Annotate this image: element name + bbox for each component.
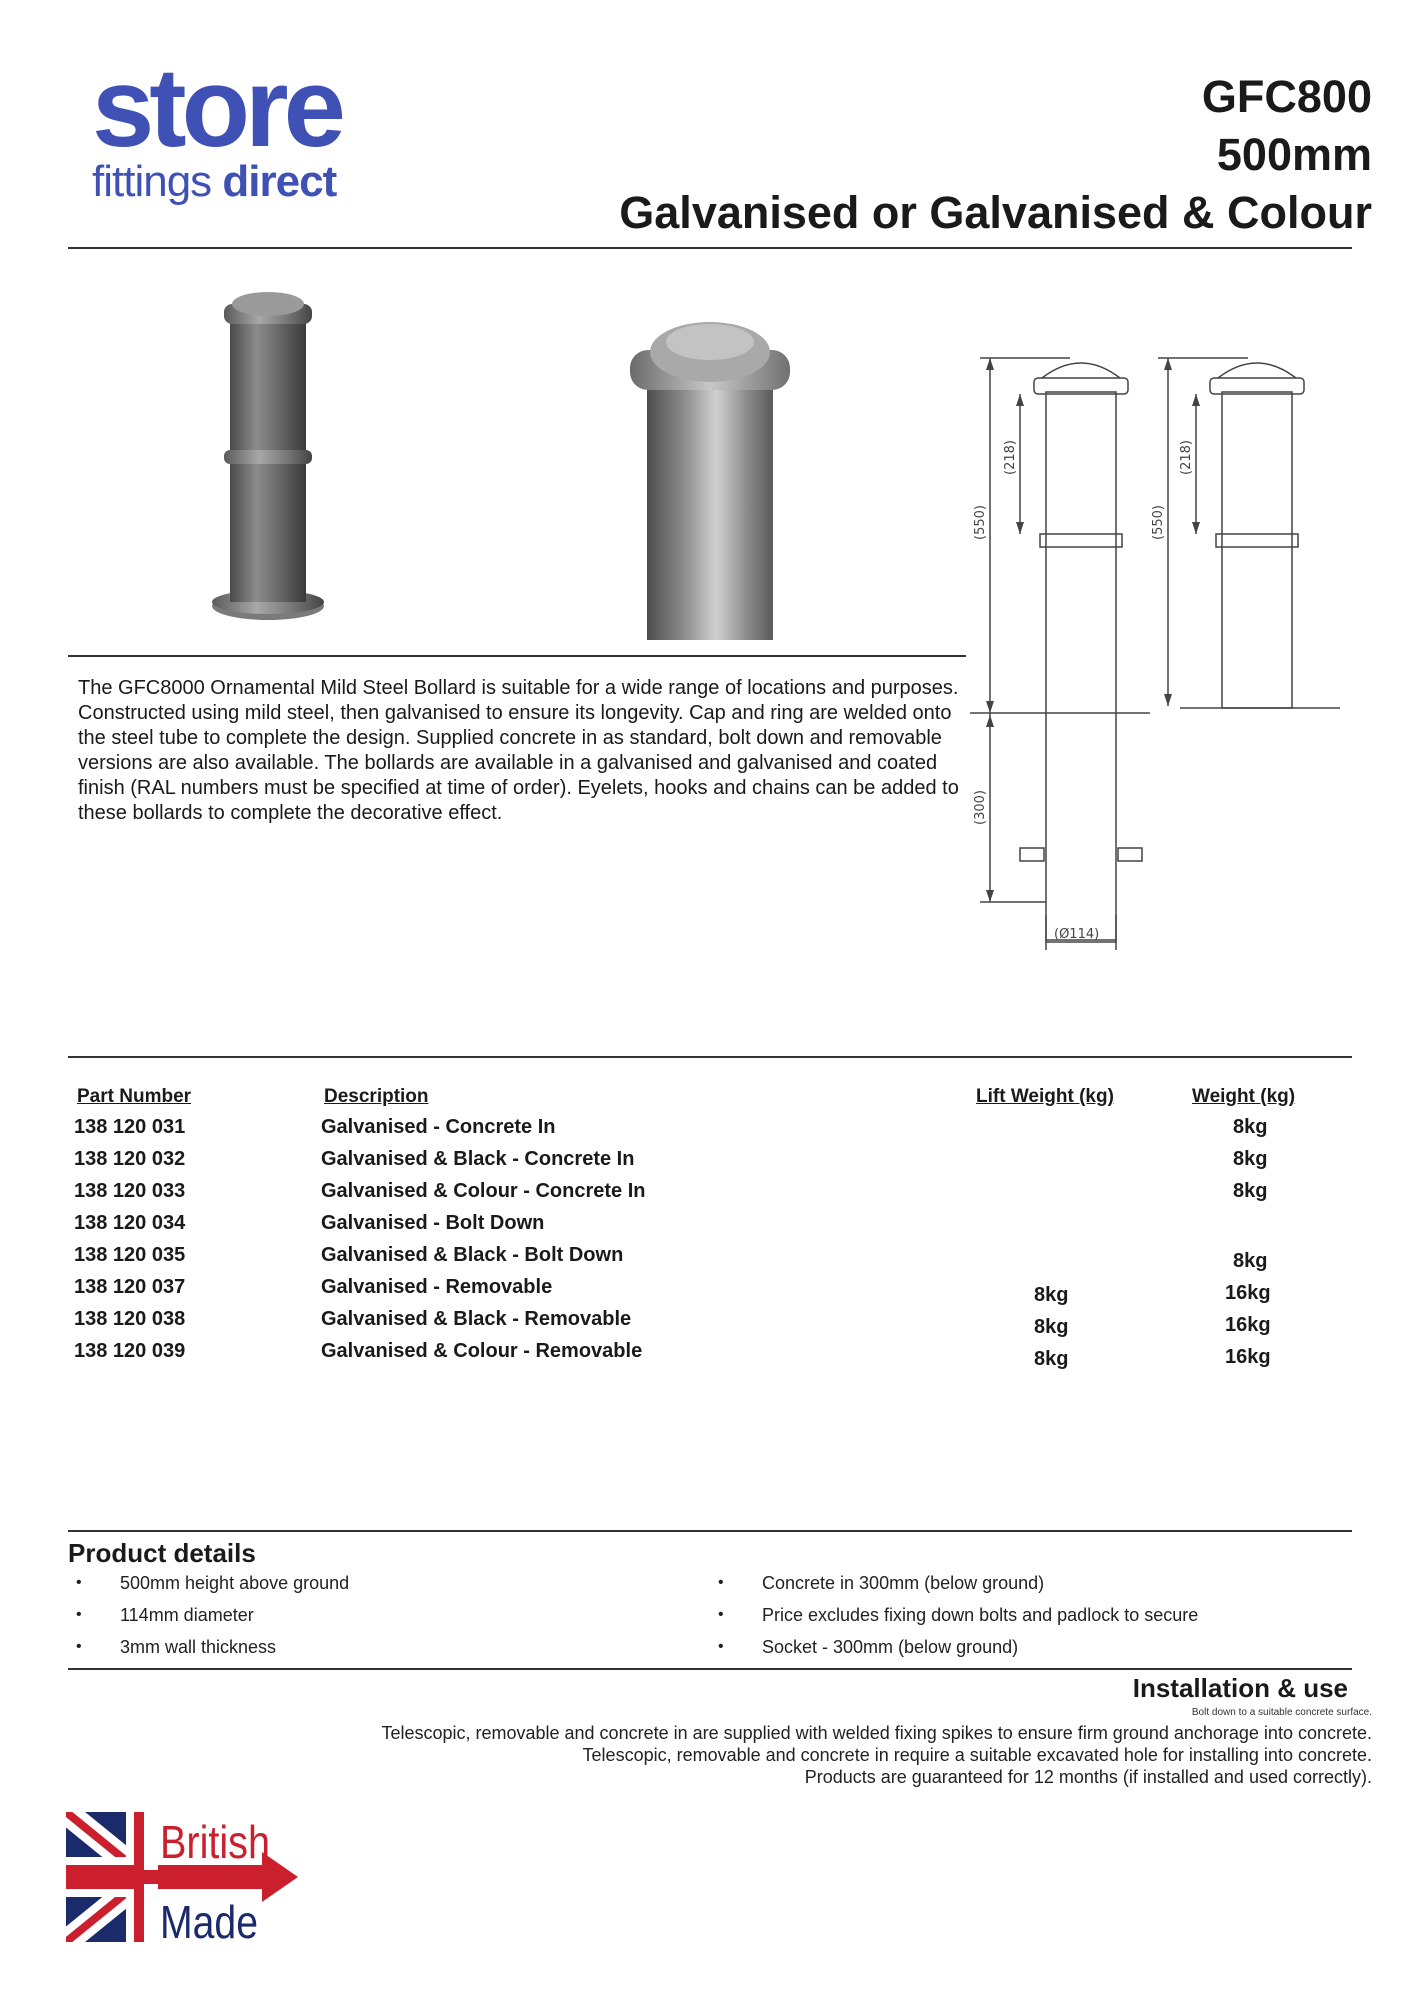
row-7-part: 138 120 038 [74,1308,186,1330]
bullet-left-2: • [76,1606,82,1623]
installation-note: Bolt down to a suitable concrete surface. [1191,1707,1372,1718]
detail-left-3: 3mm wall thickness [120,1637,277,1657]
row-3-part: 138 120 033 [74,1180,186,1202]
header-weight: Weight (kg) [1192,1086,1296,1107]
row-5-part: 138 120 035 [74,1244,186,1266]
row-2-part: 138 120 032 [74,1148,186,1170]
bullet-right-2: • [718,1606,724,1623]
row-8-weight: 16kg [1225,1346,1271,1368]
header-part-number: Part Number [77,1086,192,1107]
detail-right-3: Socket - 300mm (below ground) [762,1637,1019,1657]
row-7-lift-weight: 8kg [1034,1316,1069,1338]
product-details-title: Product details [68,1538,256,1568]
installation-line-3: Products are guaranteed for 12 months (if installed and used correctly). [804,1767,1372,1787]
title-height: 500mm [1216,129,1372,180]
logo-subtitle-bold: direct [222,157,337,206]
dim-114: (Ø114) [1054,927,1100,942]
dim-550-left: (550) [973,505,988,540]
bullet-left-3: • [76,1638,82,1655]
row-8-lift-weight: 8kg [1034,1348,1069,1370]
bollard-photo-closeup [625,310,805,640]
british-made-badge [66,1812,302,1942]
row-6-part: 138 120 037 [74,1276,186,1298]
photo-divider [68,655,966,657]
row-1-description: Galvanised - Concrete In [321,1116,556,1138]
row-4-description: Galvanised - Bolt Down [321,1212,545,1234]
row-5-description: Galvanised & Black - Bolt Down [321,1244,624,1266]
logo-subtitle-light: fittings [92,157,212,206]
product-description: The GFC8000 Ornamental Mild Steel Bollard is suitable for a wide range of locations and purposes. Constructed using mild steel, then galvanised to ensure its longevity. Cap and ring are welded onto the steel tube to complete the design. Supplied concrete in as standard, bolt down and removable versions are also available. The bollards are available in a galvanised and galvanised and coated finish (RAL numbers must be specified at time of order). Eyelets, hooks and chains can be added to these bollards to complete the decorative effect. [78,677,959,824]
row-1-weight: 8kg [1233,1116,1268,1138]
title-model: GFC800 [1201,71,1372,122]
bullet-left-1: • [76,1574,82,1591]
logo-store-wordmark: store [92,45,341,170]
row-6-weight: 16kg [1225,1282,1271,1304]
installation-line-1: Telescopic, removable and concrete in are supplied with welded fixing spikes to ensure firm ground anchorage into concrete. [381,1723,1372,1743]
installation-line-2: Telescopic, removable and concrete in require a suitable excavated hole for installing into concrete. [582,1745,1372,1765]
table-divider [68,1056,1352,1058]
detail-right-1: Concrete in 300mm (below ground) [762,1573,1045,1593]
row-2-weight: 8kg [1233,1148,1268,1170]
row-8-part: 138 120 039 [74,1340,186,1362]
row-8-description: Galvanised & Colour - Removable [321,1340,643,1362]
logo-subtitle [92,157,337,206]
badge-word-made: Made [160,1896,258,1942]
row-7-weight: 16kg [1225,1314,1271,1336]
header-divider [68,247,1352,249]
dim-300: (300) [973,790,988,825]
dim-550-right: (550) [1151,505,1166,540]
row-6-lift-weight: 8kg [1034,1284,1069,1306]
title-finish: Galvanised or Galvanised & Colour [619,187,1372,238]
dim-218-left: (218) [1003,440,1018,475]
bullet-right-3: • [718,1638,724,1655]
row-5-weight: 8kg [1233,1250,1268,1272]
row-7-description: Galvanised & Black - Removable [321,1308,632,1330]
header-lift-weight: Lift Weight (kg) [976,1086,1114,1107]
header-description: Description [324,1086,429,1107]
installation-title: Installation & use [1132,1673,1348,1703]
detail-left-2: 114mm diameter [120,1605,254,1625]
row-6-description: Galvanised - Removable [321,1276,553,1298]
row-2-description: Galvanised & Black - Concrete In [321,1148,635,1170]
bullet-right-1: • [718,1574,724,1591]
row-1-part: 138 120 031 [74,1116,186,1138]
page-title [619,68,1372,242]
technical-drawing [970,350,1350,960]
row-4-part: 138 120 034 [74,1212,186,1234]
row-3-weight: 8kg [1233,1180,1268,1202]
dim-218-right: (218) [1179,440,1194,475]
install-divider [68,1668,1352,1670]
details-divider [68,1530,1352,1532]
bollard-photo-full [200,284,340,628]
detail-left-1: 500mm height above ground [120,1573,350,1593]
detail-right-2: Price excludes fixing down bolts and padlock to secure [762,1605,1199,1625]
row-3-description: Galvanised & Colour - Concrete In [321,1180,646,1202]
badge-word-british: British [160,1816,270,1868]
